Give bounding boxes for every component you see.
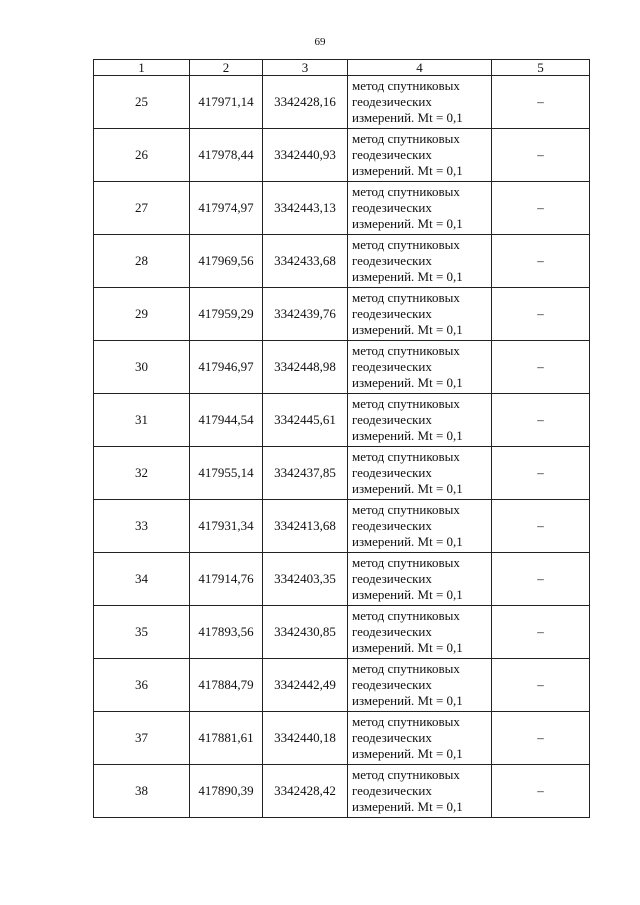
table-row — [94, 76, 590, 129]
x-coordinate-cell: 417946,97 — [190, 341, 263, 394]
y-coordinate-cell: 3342433,68 — [263, 235, 348, 288]
note-cell: – — [492, 76, 590, 129]
method-line: измерений. Mt = 0,1 — [352, 640, 463, 655]
method-cell — [348, 182, 492, 235]
table-row — [94, 288, 590, 341]
table-row — [94, 606, 590, 659]
method-cell — [348, 76, 492, 129]
method-line: метод спутниковых — [352, 502, 460, 517]
column-header: 2 — [190, 60, 263, 76]
method-line: геодезических — [352, 306, 432, 321]
x-coordinate-cell: 417884,79 — [190, 659, 263, 712]
column-header: 3 — [263, 60, 348, 76]
method-cell — [348, 341, 492, 394]
method-cell — [348, 235, 492, 288]
method-line: измерений. Mt = 0,1 — [352, 799, 463, 814]
point-number-cell: 33 — [94, 500, 190, 553]
x-coordinate-cell: 417890,39 — [190, 765, 263, 818]
method-line: геодезических — [352, 571, 432, 586]
x-coordinate-cell: 417969,56 — [190, 235, 263, 288]
table-row — [94, 341, 590, 394]
y-coordinate-cell: 3342428,42 — [263, 765, 348, 818]
method-line: метод спутниковых — [352, 131, 460, 146]
table-row — [94, 447, 590, 500]
method-line: геодезических — [352, 359, 432, 374]
point-number-cell: 29 — [94, 288, 190, 341]
table-row — [94, 235, 590, 288]
point-number-cell: 31 — [94, 394, 190, 447]
coordinates-table — [93, 59, 590, 818]
method-line: метод спутниковых — [352, 290, 460, 305]
column-header: 5 — [492, 60, 590, 76]
table-row — [94, 129, 590, 182]
y-coordinate-cell: 3342403,35 — [263, 553, 348, 606]
table-header-row — [94, 60, 590, 76]
method-cell — [348, 500, 492, 553]
column-header: 1 — [94, 60, 190, 76]
method-line: измерений. Mt = 0,1 — [352, 163, 463, 178]
note-cell: – — [492, 553, 590, 606]
method-line: метод спутниковых — [352, 714, 460, 729]
method-line: измерений. Mt = 0,1 — [352, 269, 463, 284]
method-line: метод спутниковых — [352, 78, 460, 93]
note-cell: – — [492, 500, 590, 553]
method-line: геодезических — [352, 412, 432, 427]
x-coordinate-cell: 417881,61 — [190, 712, 263, 765]
table-row — [94, 500, 590, 553]
page-number: 69 — [314, 36, 326, 48]
y-coordinate-cell: 3342440,93 — [263, 129, 348, 182]
note-cell: – — [492, 606, 590, 659]
note-cell: – — [492, 765, 590, 818]
x-coordinate-cell: 417971,14 — [190, 76, 263, 129]
method-line: геодезических — [352, 200, 432, 215]
method-line: метод спутниковых — [352, 396, 460, 411]
note-cell: – — [492, 447, 590, 500]
point-number-cell: 37 — [94, 712, 190, 765]
method-line: измерений. Mt = 0,1 — [352, 322, 463, 337]
point-number-cell: 26 — [94, 129, 190, 182]
method-line: геодезических — [352, 677, 432, 692]
method-line: геодезических — [352, 253, 432, 268]
note-cell: – — [492, 659, 590, 712]
x-coordinate-cell: 417955,14 — [190, 447, 263, 500]
method-cell — [348, 129, 492, 182]
point-number-cell: 32 — [94, 447, 190, 500]
method-line: геодезических — [352, 730, 432, 745]
method-line: метод спутниковых — [352, 237, 460, 252]
table-row — [94, 182, 590, 235]
method-line: метод спутниковых — [352, 608, 460, 623]
y-coordinate-cell: 3342445,61 — [263, 394, 348, 447]
y-coordinate-cell: 3342442,49 — [263, 659, 348, 712]
y-coordinate-cell: 3342448,98 — [263, 341, 348, 394]
method-line: геодезических — [352, 465, 432, 480]
table-row — [94, 765, 590, 818]
method-line: измерений. Mt = 0,1 — [352, 216, 463, 231]
method-cell — [348, 394, 492, 447]
x-coordinate-cell: 417931,34 — [190, 500, 263, 553]
method-line: метод спутниковых — [352, 555, 460, 570]
method-cell — [348, 288, 492, 341]
y-coordinate-cell: 3342430,85 — [263, 606, 348, 659]
method-line: метод спутниковых — [352, 661, 460, 676]
point-number-cell: 35 — [94, 606, 190, 659]
method-line: геодезических — [352, 94, 432, 109]
method-line: измерений. Mt = 0,1 — [352, 587, 463, 602]
note-cell: – — [492, 288, 590, 341]
method-cell — [348, 765, 492, 818]
point-number-cell: 38 — [94, 765, 190, 818]
column-header: 4 — [348, 60, 492, 76]
point-number-cell: 27 — [94, 182, 190, 235]
method-line: измерений. Mt = 0,1 — [352, 481, 463, 496]
note-cell: – — [492, 341, 590, 394]
method-line: измерений. Mt = 0,1 — [352, 693, 463, 708]
note-cell: – — [492, 129, 590, 182]
method-line: метод спутниковых — [352, 449, 460, 464]
y-coordinate-cell: 3342413,68 — [263, 500, 348, 553]
x-coordinate-cell: 417893,56 — [190, 606, 263, 659]
note-cell: – — [492, 394, 590, 447]
method-line: измерений. Mt = 0,1 — [352, 534, 463, 549]
y-coordinate-cell: 3342428,16 — [263, 76, 348, 129]
method-line: геодезических — [352, 518, 432, 533]
y-coordinate-cell: 3342443,13 — [263, 182, 348, 235]
x-coordinate-cell: 417959,29 — [190, 288, 263, 341]
point-number-cell: 36 — [94, 659, 190, 712]
x-coordinate-cell: 417974,97 — [190, 182, 263, 235]
x-coordinate-cell: 417978,44 — [190, 129, 263, 182]
point-number-cell: 34 — [94, 553, 190, 606]
method-line: метод спутниковых — [352, 767, 460, 782]
table-row — [94, 659, 590, 712]
method-line: геодезических — [352, 147, 432, 162]
y-coordinate-cell: 3342439,76 — [263, 288, 348, 341]
note-cell: – — [492, 712, 590, 765]
method-line: метод спутниковых — [352, 184, 460, 199]
method-line: измерений. Mt = 0,1 — [352, 746, 463, 761]
method-cell — [348, 659, 492, 712]
table-row — [94, 553, 590, 606]
method-cell — [348, 712, 492, 765]
method-line: геодезических — [352, 783, 432, 798]
y-coordinate-cell: 3342440,18 — [263, 712, 348, 765]
point-number-cell: 25 — [94, 76, 190, 129]
method-line: измерений. Mt = 0,1 — [352, 428, 463, 443]
method-cell — [348, 447, 492, 500]
method-cell — [348, 553, 492, 606]
table-body — [94, 76, 590, 818]
note-cell: – — [492, 235, 590, 288]
table-row — [94, 712, 590, 765]
x-coordinate-cell: 417914,76 — [190, 553, 263, 606]
note-cell: – — [492, 182, 590, 235]
point-number-cell: 30 — [94, 341, 190, 394]
method-line: измерений. Mt = 0,1 — [352, 375, 463, 390]
point-number-cell: 28 — [94, 235, 190, 288]
method-line: измерений. Mt = 0,1 — [352, 110, 463, 125]
method-cell — [348, 606, 492, 659]
x-coordinate-cell: 417944,54 — [190, 394, 263, 447]
method-line: метод спутниковых — [352, 343, 460, 358]
y-coordinate-cell: 3342437,85 — [263, 447, 348, 500]
table-row — [94, 394, 590, 447]
method-line: геодезических — [352, 624, 432, 639]
